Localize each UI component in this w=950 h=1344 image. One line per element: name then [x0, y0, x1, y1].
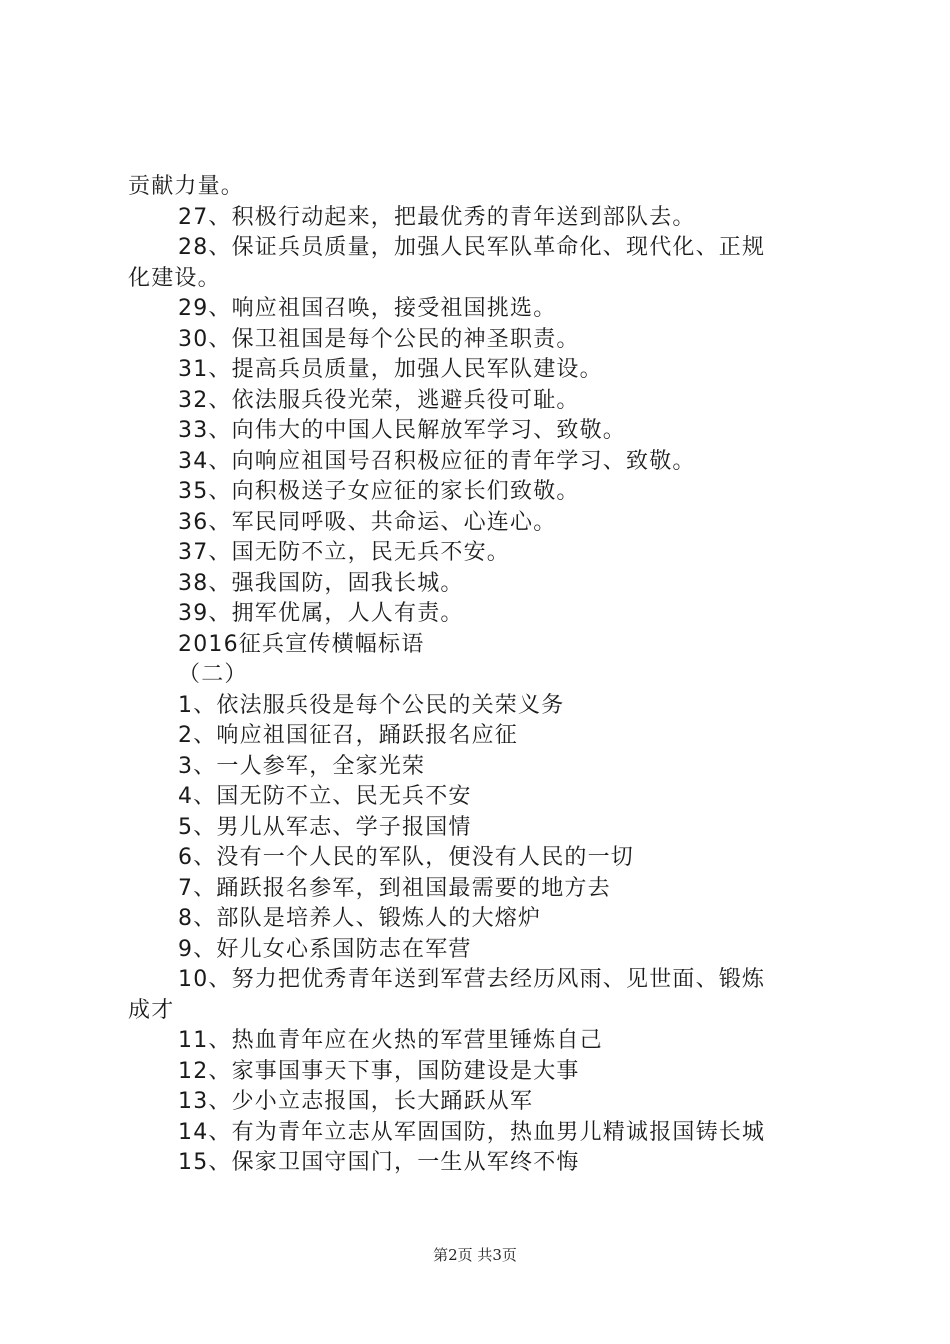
text-line: 36、军民同呼吸、共命运、心连心。 — [178, 509, 557, 535]
text-line: 2、响应祖国征召，踊跃报名应征 — [178, 723, 518, 748]
text-line: 38、强我国防，固我长城。 — [178, 570, 464, 596]
text-line: 15、保家卫国守国门，一生从军终不悔 — [178, 1150, 580, 1175]
text-line: 5、男儿从军志、学子报国情 — [178, 814, 472, 840]
text-line: 39、拥军优属，人人有责。 — [178, 601, 464, 626]
text-line: 32、依法服兵役光荣，逃避兵役可耻。 — [178, 387, 580, 413]
text-line: 1、依法服兵役是每个公民的关荣义务 — [178, 692, 565, 718]
text-line: 30、保卫祖国是每个公民的神圣职责。 — [178, 326, 580, 352]
text-line: 35、向积极送子女应征的家长们致敬。 — [178, 479, 580, 504]
text-line: （二） — [178, 662, 248, 687]
text-line: 9、好儿女心系国防志在军营 — [178, 936, 472, 962]
text-line: 8、部队是培养人、锻炼人的大熔炉 — [178, 906, 542, 931]
text-line: 10、努力把优秀青年送到军营去经历风雨、见世面、锻炼 — [178, 967, 766, 992]
text-line: 化建设。 — [128, 265, 221, 291]
text-line: 4、国无防不立、民无兵不安 — [178, 784, 472, 809]
text-line: 37、国无防不立，民无兵不安。 — [178, 540, 510, 565]
text-line: 34、向响应祖国号召积极应征的青年学习、致敬。 — [178, 448, 696, 474]
document-body — [128, 172, 838, 1179]
text-line: 31、提高兵员质量，加强人民军队建设。 — [178, 357, 603, 382]
text-line: 2016征兵宣传横幅标语 — [178, 631, 425, 657]
page-footer: 第2页 共3页 — [433, 1246, 517, 1264]
text-line: 12、家事国事天下事，国防建设是大事 — [178, 1058, 580, 1084]
text-line: 贡献力量。 — [128, 174, 245, 199]
text-line: 33、向伟大的中国人民解放军学习、致敬。 — [178, 418, 626, 443]
text-line: 11、热血青年应在火热的军营里锤炼自己 — [178, 1028, 603, 1053]
text-line: 6、没有一个人民的军队，便没有人民的一切 — [178, 845, 634, 870]
text-line: 13、少小立志报国，长大踊跃从军 — [178, 1089, 534, 1114]
text-line: 28、保证兵员质量，加强人民军队革命化、现代化、正规 — [178, 235, 766, 260]
text-line: 成才 — [128, 997, 175, 1023]
text-line: 27、积极行动起来，把最优秀的青年送到部队去。 — [178, 204, 696, 230]
text-line: 14、有为青年立志从军固国防，热血男儿精诚报国铸长城 — [178, 1119, 766, 1145]
text-line: 7、踊跃报名参军，到祖国最需要的地方去 — [178, 875, 611, 901]
text-line: 29、响应祖国召唤，接受祖国挑选。 — [178, 296, 557, 321]
text-line: 3、一人参军，全家光荣 — [178, 753, 426, 779]
